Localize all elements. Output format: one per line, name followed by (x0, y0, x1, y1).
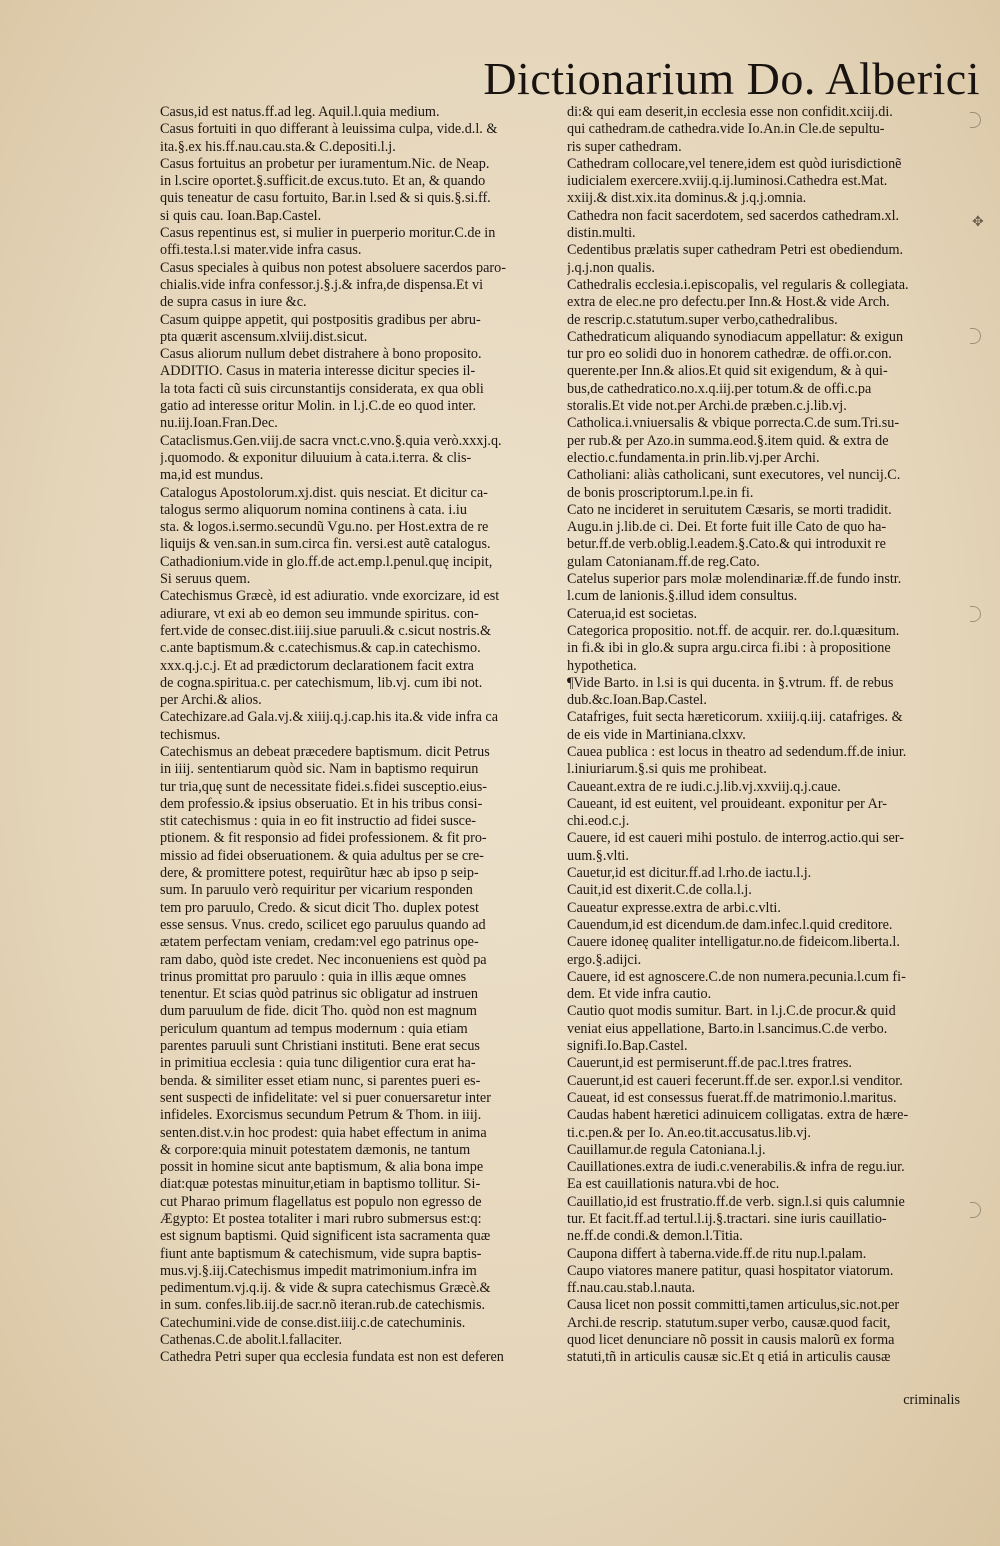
right-column-line: Categorica propositio. not.ff. de acquir. rer. do.l.quæsitum. (567, 622, 900, 639)
left-column-line: techismus. (160, 726, 221, 743)
right-column-line: Cauere idoneę qualiter intelligatur.no.de fideicom.liberta.l. (567, 934, 900, 951)
right-column-line: ne.ff.de condi.& demon.l.Titia. (567, 1228, 743, 1245)
left-column-line: dum paruulum de fide. dicit Tho. quòd non est magnum (160, 1003, 477, 1020)
right-column-line: Augu.in j.lib.de ci. Dei. Et forte fuit ille Cato de quo ha- (567, 519, 887, 536)
right-column-line: Caterua,id est societas. (567, 605, 698, 622)
left-column-line: gatio ad interesse oritur Molin. in l.j.C.de eo quod inter. (160, 398, 477, 415)
right-column-line: Caueatur expresse.extra de arbi.c.vlti. (567, 899, 781, 916)
right-column-line: Cathedra non facit sacerdotem, sed sacerdos cathedram.xl. (567, 207, 900, 224)
right-column-line: Cauea publica : est locus in theatro ad sedendum.ff.de iniur. (567, 743, 907, 760)
right-column-line: xxiij.& dist.xix.ita dominus.& j.q.j.omnia. (567, 190, 807, 207)
right-column-line: Cauere, id est caueri mihi postulo. de interrog.actio.qui ser- (567, 830, 904, 847)
right-column-line: storalis.Et vide not.per Archi.de præben.c.j.lib.vj. (567, 398, 847, 415)
right-column-line: ergo.§.adijci. (567, 951, 642, 968)
right-column-line: statuti,tñ in articulis causæ sic.Et q etiá in articulis causæ (567, 1349, 891, 1366)
left-column-line: Catechizare.ad Gala.vj.& xiiij.q.j.cap.his ita.& vide infra ca (160, 709, 499, 726)
left-column-line: pedimentum.vj.q.ij. & vide & supra catechismus Græcè.& (160, 1280, 491, 1297)
left-column-line: sent suspecti de infidelitate: vel si puer conuersaretur inter (160, 1089, 491, 1106)
running-head: Dictionarium Do. Alberici (483, 53, 980, 104)
right-column-line: Cathedraticum aliquando synodiacum appellatur: & exigun (567, 328, 904, 345)
right-column-line: Cato ne incideret in seruitutem Cæsaris, se morti tradidit. (567, 501, 892, 518)
right-column-line: tur. Et facit.ff.ad tertul.l.ij.§.tractari. sine iuris cauillatio- (567, 1211, 887, 1227)
left-column-line: est signum baptismi. Quid significent ista sacramenta quæ (160, 1228, 491, 1245)
right-column-line: de eis vide in Martiniana.clxxv. (567, 726, 746, 743)
right-column-line: querente.per Inn.& alios.Et quid sit exigendum, & à qui- (567, 363, 888, 380)
left-column-line: ma,id est mundus. (160, 467, 264, 484)
right-column-line: Catholiani: aliàs catholicani, sunt executores, vel nuncij.C. (567, 467, 901, 484)
left-column-line: parentes paruuli sunt Christiani instituti. Bene erat secus (160, 1038, 480, 1055)
left-column-line: per Archi.& alios. (160, 692, 262, 709)
left-column-line: benda. & similiter esset etiam nunc, si parentes pueri es- (160, 1072, 481, 1089)
right-column-line: Cathedralis ecclesia.i.episcopalis, vel regularis & collegiata. (567, 276, 909, 293)
left-column-line: trinus promittat pro paruulo : quia in illis æque omnes (160, 968, 467, 985)
left-column-line: adiurare, vt exi ab eo demon seu immunde spiritus. con- (160, 605, 479, 622)
right-column-line: Cathedram collocare,vel tenere,idem est quòd iurisdictionẽ (567, 155, 902, 172)
left-column-line: ADDITIO. Casus in materia interesse dicitur species il- (160, 363, 476, 380)
right-column-line: per rub.& per Azo.in summa.eod.§.item quid. & extra de (567, 432, 889, 449)
right-column-line: de rescrip.c.statutum.super verbo,cathedralibus. (567, 311, 838, 328)
right-column-line: Catholica.i.vniuersalis & vbique porrecta.C.de sum.Tri.su- (567, 415, 900, 432)
margin-flourish-icon: ✥ (972, 215, 984, 230)
right-column-line: ¶Vide Barto. in l.si is qui ducenta. in §.vtrum. ff. de rebus (567, 674, 894, 691)
left-column-line: j.quomodo. & exponitur diluuium à cata.i.terra. & clis- (160, 449, 472, 466)
left-column-line: possit in homine sicut ante baptismum, & alia bona impe (160, 1159, 484, 1176)
right-column-line: in fi.& ibi in glo.& supra argu.circa fi.ibi : à propositione (567, 640, 891, 657)
margin-bracket-mark (970, 606, 981, 622)
left-column-line: talogus sermo aliquorum nomina continens à cata. i.iu (160, 501, 467, 518)
right-column-line: Catelus superior pars molæ molendinariæ.ff.de fundo instr. (567, 571, 902, 588)
left-column-line: fiunt ante baptismum & catechismum, vide supra baptis- (160, 1245, 482, 1262)
right-column-line: hypothetica. (567, 657, 637, 674)
right-column-line: Ea est cauillationis natura.vbi de hoc. (567, 1176, 780, 1193)
left-column-line: liquijs & ven.san.in sum.circa fin. versi.est autẽ catalogus. (160, 536, 491, 553)
right-column-line: l.iniuriarum.§.si quis me prohibeat. (567, 761, 767, 778)
left-column-line: Catechismus Græcè, id est adiuratio. vnde exorcizare, id est (160, 588, 500, 605)
left-column-line: mus.vj.§.iij.Catechismus impedit matrimonium.infra im (160, 1262, 477, 1279)
left-column-line: ram dabo, quòd iste credet. Nec inconueniens est quòd pa (160, 951, 487, 968)
right-column-line: de bonis proscriptorum.l.pe.in fi. (567, 484, 754, 501)
left-column-line: ptionem. & fit responsio ad fidei professionem. & fit pro- (160, 830, 487, 847)
left-column-line: si quis cau. Ioan.Bap.Castel. (160, 207, 322, 224)
right-column-line: Cauetur,id est dicitur.ff.ad l.rho.de iactu.l.j. (567, 865, 812, 882)
left-column-line: cut Pharao primum flagellatus est populo non egresso de (160, 1193, 482, 1210)
left-column-line: missio ad fidei obseruationem. & quia adultus per se cre- (160, 847, 484, 864)
left-column-line: Ægypto: Et postea totaliter i mari rubro submersus est:q: (160, 1211, 482, 1227)
right-column-line: Caueat, id est consessus fuerat.ff.de matrimonio.l.maritus. (567, 1089, 897, 1106)
right-column-line: Cauere, id est agnoscere.C.de non numera.pecunia.l.cum fi- (567, 968, 906, 985)
left-column-line: sta. & logos.i.sermo.secundũ Vgu.no. per Host.extra de re (160, 519, 489, 536)
left-column-line: de supra casus in iure &c. (160, 294, 307, 311)
left-column-line: Casus fortuiti in quo differant à leuissima culpa, vide.d.l. & (160, 121, 498, 138)
left-column-line: pta quærit ascensum.xlviij.dist.sicut. (160, 328, 368, 345)
right-column-line: quod licet denunciare nõ possit in causis malorũ ex forma (567, 1332, 895, 1349)
right-column-line: uum.§.vlti. (567, 847, 629, 864)
left-column-line: ætatem perfectam veniam, credam:vel ego patrinus ope- (160, 934, 479, 951)
margin-bracket-mark (970, 112, 981, 128)
left-column-line: Catalogus Apostolorum.xj.dist. quis nesciat. Et dicitur ca- (160, 484, 488, 501)
left-column-line: & corpore:quia minuit potestatem dæmonis, ne tantum (160, 1141, 471, 1158)
left-column-line: Casus,id est natus.ff.ad leg. Aquil.l.quia medium. (160, 104, 440, 120)
left-column-line: senten.dist.v.in hoc prodest: quia habet effectum in anima (160, 1124, 487, 1141)
left-column-line: in sum. confes.lib.iij.de sacr.nõ iteran.rub.de catechismis. (160, 1297, 486, 1314)
right-column-line: Cauillationes.extra de iudi.c.venerabilis.& infra de regu.iur. (567, 1159, 905, 1176)
right-column-line: Causa licet non possit committi,tamen articulus,sic.not.per (567, 1297, 900, 1314)
right-column-line: dub.&c.Ioan.Bap.Castel. (567, 692, 707, 709)
right-column-line: Caupona differt à taberna.vide.ff.de ritu nup.l.palam. (567, 1245, 867, 1262)
right-column-line: Cauerunt,id est caueri fecerunt.ff.de ser. expor.l.si venditor. (567, 1072, 903, 1089)
left-column-line: Casus speciales à quibus non potest absoluere sacerdos paro- (160, 259, 506, 276)
right-column-line: Caueant.extra de re iudi.c.j.lib.vj.xxviij.q.j.caue. (567, 778, 841, 795)
right-column-line: Caueant, id est euitent, vel prouideant. exponitur per Ar- (567, 795, 888, 812)
right-column-line: bus,de cathedratico.no.x.q.iij.per totum.& de offi.c.pa (567, 380, 872, 397)
left-column-line: in primitiua ecclesia : quia tunc diligentior cura erat ha- (160, 1055, 476, 1072)
left-column-line: Catechumini.vide de conse.dist.iiij.c.de catechuminis. (160, 1314, 466, 1331)
left-column-line: Casum quippe appetit, qui postpositis gradibus per abru- (160, 311, 481, 328)
right-column-line: Caupo viatores manere patitur, quasi hospitator viatorum. (567, 1262, 894, 1279)
left-column-line: Casus aliorum nullum debet distrahere à bono proposito. (160, 346, 482, 363)
right-column-line: iudicialem exercere.xviij.q.ij.luminosi.Cathedra est.Mat. (567, 173, 888, 190)
left-column-line: fert.vide de consec.dist.iiij.siue paruuli.& c.sicut nostris.& (160, 622, 491, 639)
right-column-line: distin.multi. (567, 225, 636, 242)
left-column (160, 104, 553, 1367)
right-column-line: Catafriges, fuit secta hæreticorum. xxiiij.q.iij. catafriges. & (567, 709, 903, 726)
right-column-line: dem. Et vide infra cautio. (567, 986, 712, 1003)
right-column-line: signifi.Io.Bap.Castel. (567, 1038, 688, 1055)
left-column-line: esse sensus. Vnus. credo, scilicet ego paruulus quando ad (160, 916, 486, 933)
right-column-line: Cedentibus prælatis super cathedram Petri est obediendum. (567, 242, 904, 259)
left-column-line: dere, & promittere potest, requirũtur hæc ab ipso p seip- (160, 865, 479, 882)
right-column-line: chi.eod.c.j. (567, 813, 630, 830)
left-column-line: quis teneatur de casu fortuito, Bar.in l.sed & si quis.§.si.ff. (160, 190, 491, 207)
right-column-line: betur.ff.de verb.oblig.l.eadem.§.Cato.& qui introduxit re (567, 536, 886, 553)
right-column-line: gulam Catonianam.ff.de reg.Cato. (567, 553, 760, 570)
left-column-line: Casus repentinus est, si mulier in puerperio moritur.C.de in (160, 225, 496, 242)
right-column (567, 104, 960, 1367)
left-column-line: in l.scire oportet.§.sufficit.de excus.tuto. Et an, & quando (160, 173, 486, 190)
left-column-line: stit catechismus : quia in eo fit instructio ad fidei susce- (160, 813, 476, 830)
left-column-line: Cathadionium.vide in glo.ff.de act.emp.l.penul.quę incipit, (160, 553, 493, 570)
right-column-line: Caudas habent hæretici adinuicem colligatas. extra de hære- (567, 1107, 909, 1124)
right-column-line: Cauillatio,id est frustratio.ff.de verb. sign.l.si quis calumnie (567, 1193, 905, 1210)
left-column-line: nu.iij.Ioan.Fran.Dec. (160, 415, 278, 432)
left-column-line: c.ante baptismum.& c.catechismus.& cap.in catechismo. (160, 640, 481, 657)
left-column-line: Catechismus an debeat præcedere baptismum. dicit Petrus (160, 743, 490, 760)
left-column-line: Cathedra Petri super qua ecclesia fundata est non est deferen (160, 1349, 504, 1366)
left-column-line: Cataclismus.Gen.viij.de sacra vnct.c.vno.§.quia verò.xxxj.q. (160, 432, 502, 449)
right-column-line: qui cathedram.de cathedra.vide Io.An.in Cle.de sepultu- (567, 121, 885, 138)
right-column-line: Cauit,id est dixerit.C.de colla.l.j. (567, 882, 752, 899)
catchword: criminalis (903, 1392, 960, 1408)
right-column-line: electio.c.fundamenta.in prin.lib.vj.per Archi. (567, 449, 820, 466)
left-column-line: Si seruus quem. (160, 571, 251, 588)
right-column-line: veniat eius appellatione, Barto.in l.sancimus.C.de verbo. (567, 1020, 888, 1037)
right-column-line: Archi.de rescrip. statutum.super verbo, causæ.quod facit, (567, 1314, 891, 1331)
left-column-line: Casus fortuitus an probetur per iuramentum.Nic. de Neap. (160, 155, 490, 172)
right-column-line: ff.nau.cau.stab.l.nauta. (567, 1280, 696, 1297)
left-column-line: infideles. Exorcismus secundum Petrum & Thom. in iiij. (160, 1107, 482, 1124)
left-column-line: in iiij. sententiarum quòd sic. Nam in baptismo requirun (160, 761, 479, 778)
left-column-line: offi.testa.l.si mater.vide infra casus. (160, 242, 362, 259)
margin-bracket-mark (970, 328, 981, 344)
left-column-line: la tota facti cũ suis circunstantijs considerata, ex qua obli (160, 380, 484, 397)
right-column-line: Cauerunt,id est permiserunt.ff.de pac.l.tres fratres. (567, 1055, 852, 1072)
left-column-line: de cogna.spiritua.c. per catechismum, lib.vj. cum ibi not. (160, 674, 483, 691)
right-column-line: di:& qui eam deserit,in ecclesia esse non confidit.xciij.di. (567, 104, 893, 120)
left-column-line: tem pro paruulo, Credo. & sicut dicit Tho. duplex potest (160, 899, 479, 916)
right-column-line: ti.c.pen.& per Io. An.eo.tit.accusatus.lib.vj. (567, 1124, 811, 1141)
left-column-line: xxx.q.j.c.j. Et ad prædictorum declarationem facit extra (160, 657, 474, 674)
left-column-line: tenentur. Et scias quòd patrinus sic obligatur ad instruen (160, 986, 478, 1003)
left-column-line: chialis.vide infra confessor.j.§.j.& infra,de dispensa.Et vi (160, 276, 484, 293)
right-column-line: Cauillamur.de regula Catoniana.l.j. (567, 1141, 766, 1158)
left-column-line: tur tria,quę sunt de necessitate fidei.s.fidei susceptio.eius- (160, 778, 488, 795)
right-column-line: j.q.j.non qualis. (567, 259, 655, 276)
right-column-line: ris super cathedram. (567, 138, 682, 155)
right-column-line: Cautio quot modis sumitur. Bart. in l.j.C.de procur.& quid (567, 1003, 896, 1020)
left-column-line: diat:quæ potestas minuitur,etiam in baptismo tollitur. Si- (160, 1176, 481, 1193)
left-column-line: dem professio.& ipsius obseruatio. Et in his tribus consi- (160, 795, 483, 812)
right-column-line: Cauendum,id est dicendum.de dam.infec.l.quid creditore. (567, 916, 893, 933)
right-column-line: extra de elec.ne pro defectu.per Inn.& Host.& vide Arch. (567, 294, 890, 311)
margin-bracket-mark (970, 1202, 981, 1218)
left-column-line: ita.§.ex his.ff.nau.cau.sta.& C.depositi.l.j. (160, 138, 396, 155)
left-column-line: Cathenas.C.de abolit.l.fallaciter. (160, 1332, 343, 1349)
right-column-line: tur pro eo solidi duo in honorem cathedræ. de offi.or.con. (567, 346, 892, 363)
right-column-line: l.cum de lanionis.§.illud idem consultus. (567, 588, 798, 605)
left-column-line: sum. In paruulo verò requiritur per vicarium responden (160, 882, 473, 899)
left-column-line: periculum quantum ad tempus modernum : quia etiam (160, 1020, 468, 1037)
